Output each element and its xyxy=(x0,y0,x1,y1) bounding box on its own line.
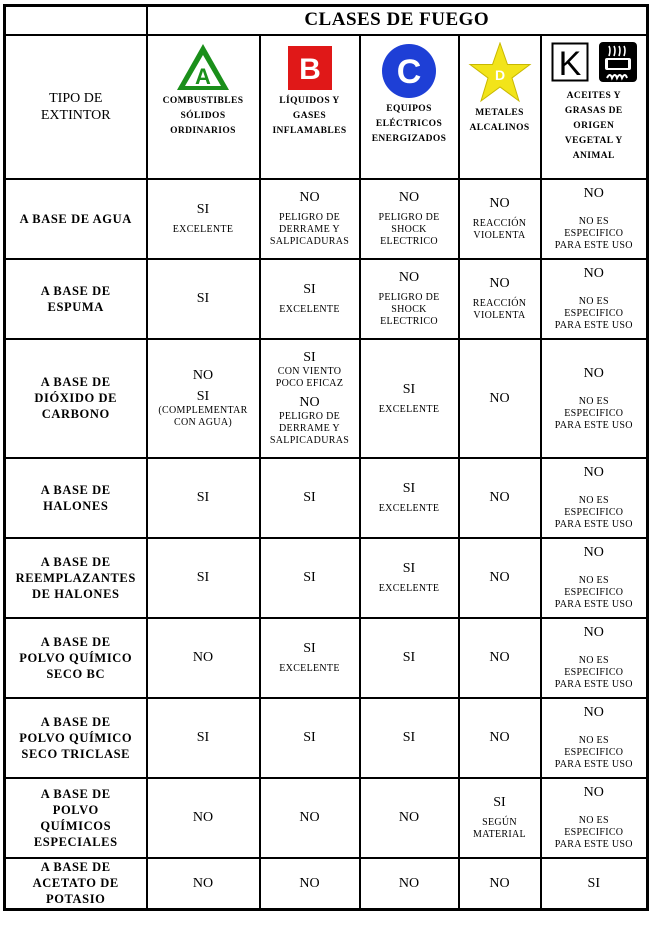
rating-note: POCO EFICAZ xyxy=(275,378,344,389)
rating-value: NO xyxy=(398,270,420,285)
extinguisher-type-line: QUÍMICOS xyxy=(40,818,112,833)
spacer xyxy=(544,382,645,396)
spacer xyxy=(544,481,645,495)
extinguisher-type-line: A BASE DE xyxy=(40,786,111,801)
rating-note: MATERIAL xyxy=(473,829,526,840)
rating-note: PARA ESTE USO xyxy=(554,419,633,431)
rating-class-k xyxy=(541,618,648,698)
extinguisher-type xyxy=(5,339,147,458)
rating-class-c xyxy=(360,339,459,458)
rating-class-d xyxy=(459,259,541,339)
rating-value: NO xyxy=(192,650,214,665)
rating-note: NO ES xyxy=(578,216,609,227)
rating-note: SHOCK xyxy=(391,304,427,315)
extinguisher-type-line: POLVO xyxy=(52,802,99,817)
table-row xyxy=(5,259,648,339)
rating-value: SI xyxy=(587,875,600,891)
fire-classes-table xyxy=(3,4,649,911)
rating-value: NO xyxy=(583,545,604,560)
rating-note: PARA ESTE USO xyxy=(554,519,633,530)
rating-class-k xyxy=(541,698,648,778)
table-row xyxy=(5,698,648,778)
rating-note: NO ES xyxy=(578,575,609,586)
rating-class-c xyxy=(360,618,459,698)
rating-note: REACCIÓN xyxy=(472,218,527,229)
rating-class-b xyxy=(260,618,360,698)
class-k-letter: K xyxy=(558,44,582,82)
rating-note: PARA ESTE USO xyxy=(554,599,633,610)
tipo-header: TIPO DE EXTINTOR xyxy=(5,35,147,179)
rating-note: NO ES xyxy=(578,815,609,826)
table-row xyxy=(5,778,648,858)
rating-class-d xyxy=(459,618,541,698)
rating-class-a xyxy=(147,778,260,858)
rating-class-c xyxy=(360,259,459,339)
rating-value: NO xyxy=(299,810,320,825)
rating-class-d xyxy=(459,858,541,910)
extinguisher-type xyxy=(5,858,147,910)
rating-note: PARA ESTE USO xyxy=(554,240,633,251)
rating-value: SI xyxy=(402,650,416,665)
extinguisher-type-line: A BASE DE xyxy=(40,482,111,497)
rating-value: SI xyxy=(493,795,506,810)
rating-value: NO xyxy=(489,276,510,291)
extinguisher-type-line: ESPECIALES xyxy=(33,834,118,849)
rating-note: ESPECIFICO xyxy=(564,587,624,598)
rating-value: NO xyxy=(192,810,214,825)
rating-note: ESPECIFICO xyxy=(564,407,624,419)
spacer xyxy=(544,561,645,575)
rating-value: SI xyxy=(303,730,316,745)
extinguisher-type-line: ACETATO DE xyxy=(32,876,119,891)
rating-class-b xyxy=(260,458,360,538)
rating-class-a xyxy=(147,339,260,458)
rating-value: NO xyxy=(583,785,604,800)
extinguisher-type-line: A BASE DE xyxy=(40,860,111,875)
class-b-header: B LÍQUIDOS Y GASES INFLAMABLES xyxy=(260,35,360,179)
rating-note: NO ES xyxy=(578,655,609,666)
rating-class-b xyxy=(260,538,360,618)
class-a-header: A COMBUSTIBLES SÓLIDOS ORDINARIOS xyxy=(147,35,260,179)
rating-value: NO xyxy=(398,810,420,825)
extinguisher-type-line: A BASE DE AGUA xyxy=(19,211,132,226)
rating-value: NO xyxy=(489,390,510,406)
extinguisher-type xyxy=(5,618,147,698)
rating-class-d xyxy=(459,179,541,259)
rating-value: SI xyxy=(196,570,210,585)
extinguisher-type-line: POLVO QUÍMICO xyxy=(19,730,133,745)
rating-value: NO xyxy=(299,395,320,410)
rating-value: NO xyxy=(583,625,604,640)
extinguisher-type-line: A BASE DE xyxy=(40,554,111,569)
rating-note: SALPICADURAS xyxy=(269,435,350,446)
rating-note: DERRAME Y xyxy=(279,224,340,235)
fryer-fire-icon xyxy=(599,42,637,82)
rating-class-k xyxy=(541,858,648,910)
extinguisher-type-line: A BASE DE xyxy=(40,634,111,649)
class-c-letter: C xyxy=(396,52,422,91)
extinguisher-type-line: SECO TRICLASE xyxy=(21,746,131,761)
rating-class-b xyxy=(260,339,360,458)
rating-note: EXCELENTE xyxy=(172,224,234,235)
rating-value: NO xyxy=(583,186,604,201)
rating-value: SI xyxy=(402,561,416,576)
rating-note: ESPECIFICO xyxy=(564,667,624,678)
rating-value: NO xyxy=(398,190,420,205)
rating-value: SI xyxy=(303,350,316,365)
rating-value: NO xyxy=(192,368,214,383)
rating-note: ESPECIFICO xyxy=(564,747,624,758)
corner-cell xyxy=(5,6,147,35)
rating-class-k xyxy=(541,538,648,618)
rating-note: PARA ESTE USO xyxy=(554,759,633,770)
table-row xyxy=(5,618,648,698)
rating-value: NO xyxy=(398,875,420,891)
rating-note: EXCELENTE xyxy=(378,403,440,415)
extinguisher-type-line: CARBONO xyxy=(41,407,110,421)
rating-note: CON AGUA) xyxy=(174,417,232,428)
spacer xyxy=(544,801,645,815)
class-k-letter-icon xyxy=(551,42,589,82)
rating-note: NO ES xyxy=(578,735,609,746)
rating-note: PELIGRO DE xyxy=(378,292,440,303)
rating-class-b xyxy=(260,698,360,778)
extinguisher-type-line: A BASE DE xyxy=(40,375,111,389)
rating-value: SI xyxy=(402,730,416,745)
rating-note: ESPECIFICO xyxy=(564,228,624,239)
rating-note: CON VIENTO xyxy=(277,366,342,377)
rating-class-c xyxy=(360,778,459,858)
extinguisher-type-line: ESPUMA xyxy=(47,299,104,314)
rating-note: SALPICADURAS xyxy=(269,236,350,247)
rating-value: SI xyxy=(196,490,210,505)
rating-class-c xyxy=(360,179,459,259)
rating-value: NO xyxy=(299,190,320,205)
rating-value: SI xyxy=(303,282,316,297)
extinguisher-type xyxy=(5,458,147,538)
class-b-letter: B xyxy=(298,52,321,86)
extinguisher-type-line: A BASE DE xyxy=(40,283,111,298)
table-row xyxy=(5,179,648,259)
rating-note: ELECTRICO xyxy=(380,236,438,247)
class-d-star-icon xyxy=(462,42,538,104)
rating-class-k xyxy=(541,458,648,538)
rating-class-d xyxy=(459,458,541,538)
extinguisher-type-line: DIÓXIDO DE xyxy=(34,391,118,405)
table-title: CLASES DE FUEGO xyxy=(147,6,648,35)
extinguisher-type-line: SECO BC xyxy=(46,666,106,681)
rating-note: PARA ESTE USO xyxy=(554,320,633,331)
extinguisher-type xyxy=(5,179,147,259)
rating-value: SI xyxy=(196,202,210,217)
rating-note: DERRAME Y xyxy=(279,423,340,434)
rating-value: NO xyxy=(299,875,320,891)
rating-value: NO xyxy=(192,875,214,891)
rating-class-a xyxy=(147,858,260,910)
rating-class-b xyxy=(260,858,360,910)
spacer xyxy=(544,202,645,216)
rating-value: NO xyxy=(489,730,510,745)
rating-class-a xyxy=(147,698,260,778)
rating-note: SEGÚN xyxy=(482,817,517,828)
rating-note: PELIGRO DE xyxy=(278,212,341,223)
class-b-square-icon xyxy=(263,42,357,92)
rating-value: SI xyxy=(196,730,210,745)
class-d-letter: D xyxy=(494,66,505,83)
rating-note: EXCELENTE xyxy=(378,583,440,594)
rating-value: SI xyxy=(402,481,416,496)
extinguisher-type xyxy=(5,698,147,778)
rating-class-c xyxy=(360,858,459,910)
class-c-header: C EQUIPOS ELÉCTRICOS ENERGIZADOS xyxy=(360,35,459,179)
rating-note: VIOLENTA xyxy=(473,310,526,321)
extinguisher-type-line: POLVO QUÍMICO xyxy=(19,650,133,665)
rating-class-k xyxy=(541,339,648,458)
rating-class-c xyxy=(360,698,459,778)
rating-note: NO ES xyxy=(578,296,609,307)
rating-note: PELIGRO DE xyxy=(378,212,440,223)
class-a-triangle-icon xyxy=(150,42,257,92)
rating-class-b xyxy=(260,259,360,339)
rating-note: PARA ESTE USO xyxy=(554,679,633,690)
rating-note: PELIGRO DE xyxy=(278,411,341,422)
rating-note: EXCELENTE xyxy=(279,663,340,674)
rating-value: SI xyxy=(303,641,316,656)
rating-value: NO xyxy=(583,365,604,381)
rating-value: NO xyxy=(583,266,604,281)
class-d-header: D METALES ALCALINOS xyxy=(459,35,541,179)
rating-class-d xyxy=(459,538,541,618)
extinguisher-type-line: A BASE DE xyxy=(40,714,111,729)
rating-value: SI xyxy=(303,490,316,505)
rating-note: EXCELENTE xyxy=(279,304,340,315)
rating-class-d xyxy=(459,698,541,778)
rating-note: PARA ESTE USO xyxy=(554,839,633,850)
rating-note: ESPECIFICO xyxy=(564,507,624,518)
rating-note: NO ES xyxy=(578,495,609,506)
rating-class-a xyxy=(147,538,260,618)
spacer xyxy=(544,721,645,735)
table-row xyxy=(5,858,648,910)
rating-value: SI xyxy=(402,381,416,397)
spacer xyxy=(544,641,645,655)
extinguisher-type-line: POTASIO xyxy=(45,892,106,907)
rating-class-b xyxy=(260,179,360,259)
rating-class-c xyxy=(360,458,459,538)
rating-note: SHOCK xyxy=(391,224,427,235)
rating-note: EXCELENTE xyxy=(378,503,440,514)
rating-value: NO xyxy=(489,875,510,891)
extinguisher-type xyxy=(5,538,147,618)
rating-class-c xyxy=(360,538,459,618)
class-c-circle-icon xyxy=(363,42,456,100)
table-row xyxy=(5,458,648,538)
extinguisher-type-line: REEMPLAZANTES xyxy=(15,570,136,585)
rating-note: ESPECIFICO xyxy=(564,308,624,319)
rating-note: ESPECIFICO xyxy=(564,827,624,838)
rating-class-k xyxy=(541,179,648,259)
rating-value: SI xyxy=(303,570,316,585)
extinguisher-type xyxy=(5,259,147,339)
rating-value: NO xyxy=(489,570,510,585)
rating-note: VIOLENTA xyxy=(473,230,526,241)
rating-class-k xyxy=(541,778,648,858)
rating-class-a xyxy=(147,618,260,698)
extinguisher-type-line: HALONES xyxy=(43,498,109,513)
extinguisher-rows xyxy=(5,179,648,910)
spacer xyxy=(544,282,645,296)
rating-value: NO xyxy=(489,490,510,505)
rating-value: NO xyxy=(489,650,510,665)
rating-class-b xyxy=(260,778,360,858)
rating-note: REACCIÓN xyxy=(472,298,527,309)
class-a-letter: A xyxy=(195,63,211,89)
rating-class-a xyxy=(147,259,260,339)
rating-value: NO xyxy=(583,705,604,720)
class-k-icons xyxy=(551,42,637,82)
class-k-header: K ACEITES Y GRASAS DE ORIGEN VEGETAL Y ANIMAL xyxy=(541,35,648,179)
rating-value: NO xyxy=(583,465,604,480)
rating-note: NO ES xyxy=(578,395,609,407)
extinguisher-type xyxy=(5,778,147,858)
rating-value: NO xyxy=(489,196,510,211)
rating-class-k xyxy=(541,259,648,339)
rating-class-a xyxy=(147,458,260,538)
rating-value: SI xyxy=(196,389,210,404)
rating-class-d xyxy=(459,778,541,858)
rating-class-d xyxy=(459,339,541,458)
extinguisher-type-line: DE HALONES xyxy=(31,586,120,601)
rating-note: ELECTRICO xyxy=(380,316,438,327)
table-row xyxy=(5,339,648,458)
rating-value: SI xyxy=(196,291,210,306)
table-row xyxy=(5,538,648,618)
rating-class-a xyxy=(147,179,260,259)
rating-note: (COMPLEMENTAR xyxy=(158,405,248,416)
